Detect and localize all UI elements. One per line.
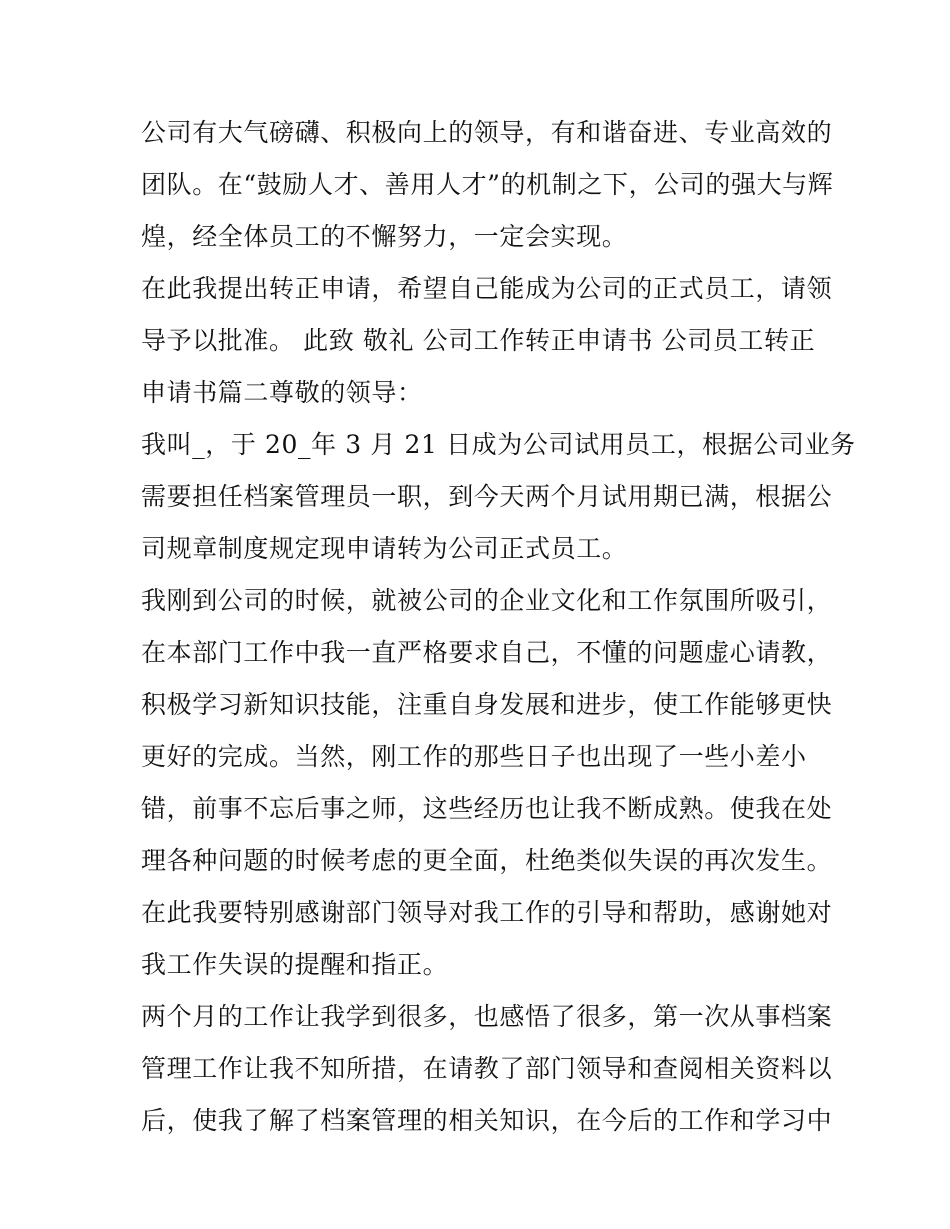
text-line: 更好的完成。当然，刚工作的那些日子也出现了一些小差小: [141, 742, 807, 771]
text-line: 需要担任档案管理员一职，到今天两个月试用期已满，根据公: [141, 482, 833, 511]
text-line: 积极学习新知识技能，注重自身发展和进步，使工作能够更快: [141, 690, 833, 719]
text-line: 煌，经全体员工的不懈努力，一定会实现。: [141, 222, 628, 251]
text-line: 管理工作让我不知所措，在请教了部门领导和查阅相关资料以: [141, 1054, 833, 1083]
text-line: 申请书篇二尊敬的领导：: [141, 378, 423, 407]
text-line: 在本部门工作中我一直严格要求自己，不懂的问题虚心请教，: [141, 638, 833, 667]
text-line: 在此我提出转正申请，希望自己能成为公司的正式员工，请领: [141, 274, 833, 303]
text-line: 司规章制度规定现申请转为公司正式员工。: [141, 534, 628, 563]
text-line: 我刚到公司的时候，就被公司的企业文化和工作氛围所吸引，: [141, 586, 833, 615]
text-line: 两个月的工作让我学到很多，也感悟了很多，第一次从事档案: [141, 1002, 833, 1031]
text-line: 团队。在“鼓励人才、善用人才”的机制之下，公司的强大与辉: [141, 170, 834, 199]
text-line: 导予以批准。 此致 敬礼 公司工作转正申请书 公司员工转正: [141, 326, 816, 355]
text-line: 后，使我了解了档案管理的相关知识，在今后的工作和学习中: [141, 1106, 833, 1135]
document-body: [141, 107, 856, 1147]
text-line: 我叫_，于 20_年 3 月 21 日成为公司试用员工，根据公司业务: [141, 430, 856, 459]
text-line: 公司有大气磅礴、积极向上的领导，有和谐奋进、专业高效的: [141, 118, 833, 147]
text-line: 错，前事不忘后事之师，这些经历也让我不断成熟。使我在处: [141, 794, 833, 823]
text-line: 理各种问题的时候考虑的更全面，杜绝类似失误的再次发生。: [141, 846, 833, 875]
text-line: 我工作失误的提醒和指正。: [141, 950, 449, 979]
text-line: 在此我要特别感谢部门领导对我工作的引导和帮助，感谢她对: [141, 898, 833, 927]
